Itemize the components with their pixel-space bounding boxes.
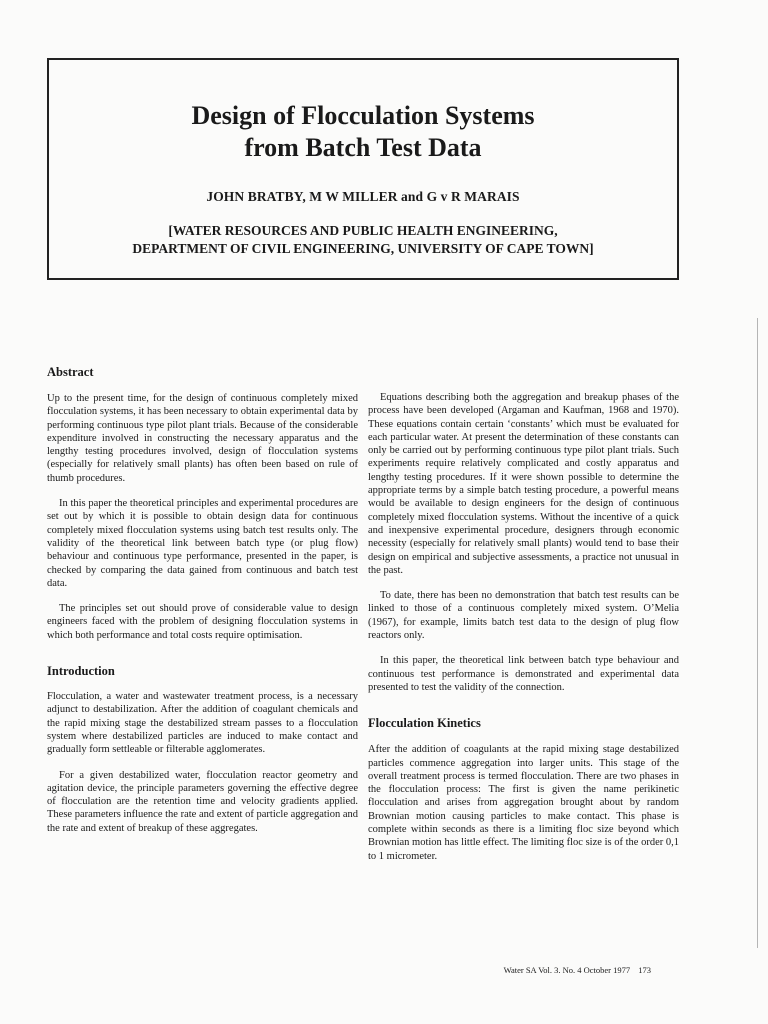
paper-title	[49, 100, 677, 164]
page-footer	[504, 965, 651, 975]
authors: JOHN BRATBY, M W MILLER and G v R MARAIS	[206, 189, 520, 204]
introduction-paragraph-2: For a given destabilized water, flocculation reactor geometry and agitation device, the principle parameters governing the effective degree of flocculation are the retention time and velocity gradients applied. These parameters influence the rate and extent of particle aggregation and the rate and extent of breakup of these aggregates.	[47, 769, 358, 834]
right-paragraph-3: In this paper, the theoretical link between batch type behaviour and continuous test performance is demonstrated and experimental data presented to test the validity of the connection.	[368, 655, 679, 693]
title-line-1: Design of Flocculation Systems	[191, 101, 535, 130]
journal-citation: Water SA Vol. 3. No. 4 October 1977	[503, 965, 631, 975]
flocculation-kinetics-heading: Flocculation Kinetics	[368, 716, 481, 731]
page-edge-rule	[757, 318, 758, 948]
right-paragraph-1: Equations describing both the aggregation and breakup phases of the process have been developed (Argaman and Kaufman, 1968 and 1970). These equations contain certain ‘constants’ which must be evaluated for each particular water. At present the determination of these constants can only be carried out by performing continuous type pilot plant trials. Such experiments require relatively complicated and costly apparatus and lengthy testing procedures. If it were shown possible to determine the appropriate terms by a simple batch testing procedure, a powerful means would be available to design engineers for the design of continuous completely mixed flocculation systems. Without the incentive of a quick and inexpensive experimental procedure, designers through economic necessity (especially for relatively small plants) would tend to base their design on empirical and subjective assessments, a practice not unusual in the past.	[368, 392, 679, 576]
introduction-heading: Introduction	[47, 664, 115, 679]
flocculation-kinetics-paragraph-1: After the addition of coagulants at the rapid mixing stage destabilized particles commence aggregation into larger units. This stage of the overall treatment process is termed flocculation. There are two phases in the flocculation process: The first is given the name perikinetic flocculation and arises from aggregation brought about by random Brownian motion causing particles to make contact. This phase is complete within seconds as there is a limiting floc size beyond which Brownian motion has little effect. The limiting floc size is of the order 0,1 to 1 micrometer.	[368, 744, 679, 862]
title-box	[47, 58, 679, 280]
abstract-paragraph-2: In this paper the theoretical principles and experimental procedures are set out by which it is possible to obtain design data for continuous completely mixed flocculation systems using batch test results only. The validity of the theoretical link between batch type (or plug flow) behaviour and continuous type performance, presented in the paper, is checked by comparing the data gained from continuous and batch test data.	[47, 498, 358, 589]
right-column	[368, 391, 679, 875]
title-line-2: from Batch Test Data	[244, 133, 482, 162]
affiliation	[49, 222, 677, 258]
page-number: 173	[638, 965, 651, 975]
abstract-heading: Abstract	[47, 365, 94, 379]
affiliation-line-2: DEPARTMENT OF CIVIL ENGINEERING, UNIVERSITY OF CAPE TOWN]	[132, 241, 594, 256]
abstract-paragraph-3: The principles set out should prove of considerable value to design engineers faced with the problem of designing flocculation systems in which both performance and total costs require optimisation.	[47, 603, 358, 641]
affiliation-line-1: [WATER RESOURCES AND PUBLIC HEALTH ENGINEERING,	[168, 223, 558, 238]
introduction-paragraph-1: Flocculation, a water and wastewater treatment process, is a necessary adjunct to destabilization. After the addition of coagulant chemicals and the rapid mixing stage the destabilized stream passes to a flocculation system where destabilized particles are induced to make contact and gradually form settleable or filterable agglomerates.	[47, 691, 358, 756]
abstract-paragraph-1: Up to the present time, for the design of continuous completely mixed flocculation systems, it has been necessary to obtain experimental data by performing continuous type pilot plant trials. Because of the considerable expenditure involved in constructing the necessary apparatus and the lengthy testing procedures involved, design of flocculation systems (especially for relatively small plants) has often been based on rule of thumb procedures.	[47, 393, 358, 484]
right-paragraph-2: To date, there has been no demonstration that batch test results can be linked to those of a continuous completely mixed system. O’Melia (1967), for example, limits batch test data to the design of plug flow reactors only.	[368, 590, 679, 642]
left-column	[47, 365, 358, 847]
